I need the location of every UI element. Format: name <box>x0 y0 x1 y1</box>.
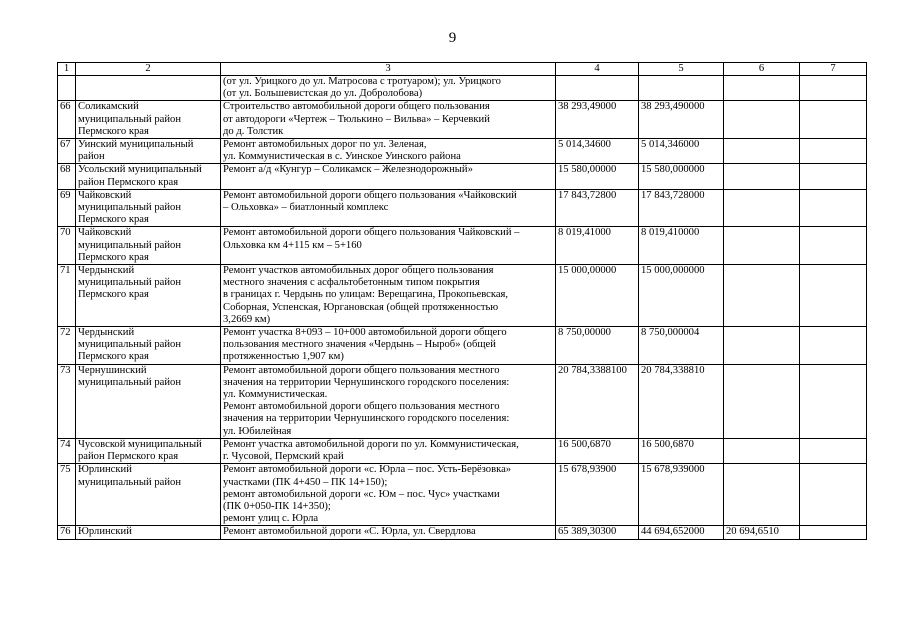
row-number-cell: 66 <box>58 101 76 139</box>
project-description-cell <box>221 464 556 526</box>
row-number-cell: 69 <box>58 189 76 227</box>
column-5-amount-cell: 8 019,410000 <box>639 227 724 265</box>
description-line: – Ольховка» – биатлонный комплекс <box>223 202 389 214</box>
column-6-amount-cell <box>724 227 800 265</box>
column-header: 7 <box>800 63 867 76</box>
column-6-amount-cell <box>724 438 800 463</box>
municipality-line: Пермского края <box>78 351 149 363</box>
table-body <box>58 63 867 540</box>
description-line: Ремонт а/д «Кунгур – Соликамск – Железнодорожный» <box>223 164 473 176</box>
column-5-amount-cell <box>639 76 724 101</box>
municipality-line: Пермского края <box>78 251 149 263</box>
description-line: в границах г. Чердынь по улицам: Верещагина, Прокопьевская, <box>223 289 509 301</box>
row-number-cell: 70 <box>58 227 76 265</box>
project-description-cell <box>221 139 556 164</box>
description-line: Ремонт автомобильной дороги общего пользования местного <box>223 401 500 413</box>
table-row <box>58 364 867 438</box>
table-row <box>58 265 867 327</box>
description-line: местного значения с асфальтобетонным типом покрытия <box>223 277 480 289</box>
column-4-amount-cell: 8 019,41000 <box>556 227 639 265</box>
column-header: 2 <box>76 63 221 76</box>
municipality-cell <box>76 364 221 438</box>
table-row <box>58 189 867 227</box>
description-line: Ремонт участка 8+093 – 10+000 автомобильной дороги общего <box>223 327 507 339</box>
description-line: (от ул. Урицкого до ул. Матросова с тротуаром); ул. Урицкого <box>223 76 501 87</box>
description-line: ул. Коммунистическая в с. Уинское Уинского района <box>223 151 461 163</box>
column-5-amount-cell: 17 843,728000 <box>639 189 724 227</box>
municipality-line: Пермского края <box>78 125 149 137</box>
project-description-cell <box>221 101 556 139</box>
municipality-line: муниципальный район <box>78 277 181 289</box>
municipality-line: район Пермского края <box>78 451 179 463</box>
row-number-cell: 75 <box>58 464 76 526</box>
column-6-amount-cell <box>724 364 800 438</box>
row-number-cell: 76 <box>58 526 76 539</box>
column-7-amount-cell <box>800 438 867 463</box>
column-4-amount-cell: 8 750,00000 <box>556 327 639 365</box>
column-7-amount-cell <box>800 101 867 139</box>
column-6-amount-cell <box>724 464 800 526</box>
description-line: значения на территории Чернушинского городского поселения: <box>223 376 510 388</box>
column-5-amount-cell: 15 000,000000 <box>639 265 724 327</box>
municipality-cell <box>76 464 221 526</box>
municipality-cell <box>76 265 221 327</box>
column-4-amount-cell: 16 500,6870 <box>556 438 639 463</box>
column-header: 6 <box>724 63 800 76</box>
column-4-amount-cell: 65 389,30300 <box>556 526 639 539</box>
municipality-line: район Пермского края <box>78 176 179 188</box>
municipality-cell <box>76 227 221 265</box>
table-row <box>58 526 867 539</box>
municipality-line: Уинский муниципальный <box>78 139 194 151</box>
project-description-cell <box>221 265 556 327</box>
project-description-cell <box>221 164 556 189</box>
municipality-line: муниципальный район <box>78 113 181 125</box>
description-line: Ремонт участка автомобильной дороги по ул. Коммунистическая, <box>223 438 519 450</box>
municipality-line: Соликамский <box>78 101 139 113</box>
description-line: ремонт автомобильной дороги «с. Юм – пос. Чус» участками <box>223 488 500 500</box>
column-7-amount-cell <box>800 327 867 365</box>
row-number-cell: 72 <box>58 327 76 365</box>
column-7-amount-cell <box>800 265 867 327</box>
column-7-amount-cell <box>800 189 867 227</box>
municipality-line: Чернушинский <box>78 364 147 376</box>
municipality-line: Чусовской муниципальный <box>78 438 202 450</box>
column-4-amount-cell: 5 014,34600 <box>556 139 639 164</box>
column-6-amount-cell <box>724 189 800 227</box>
table-row <box>58 164 867 189</box>
municipality-line: Чердынский <box>78 327 135 339</box>
column-4-amount-cell <box>556 76 639 101</box>
column-7-amount-cell <box>800 526 867 539</box>
description-line: до д. Толстик <box>223 125 284 137</box>
description-line: Ремонт автомобильной дороги общего пользования Чайковский – <box>223 227 520 239</box>
column-6-amount-cell <box>724 76 800 101</box>
municipality-cell <box>76 164 221 189</box>
description-line: Ольховка км 4+115 км – 5+160 <box>223 239 362 251</box>
municipality-line: муниципальный район <box>78 376 181 388</box>
project-description-cell <box>221 438 556 463</box>
funding-table <box>57 62 867 540</box>
column-4-amount-cell: 15 678,93900 <box>556 464 639 526</box>
table-row <box>58 227 867 265</box>
column-header-row <box>58 63 867 76</box>
project-description-cell <box>221 227 556 265</box>
municipality-line: Чердынский <box>78 265 135 277</box>
table-row <box>58 76 867 101</box>
column-6-amount-cell: 20 694,6510 <box>724 526 800 539</box>
description-line: Ремонт участков автомобильных дорог общего пользования <box>223 265 494 277</box>
description-line: Соборная, Успенская, Юргановская (общей протяженностью <box>223 301 499 313</box>
row-number-cell <box>58 76 76 101</box>
municipality-line: Чайковский <box>78 227 132 239</box>
description-line: Ремонт автомобильных дорог по ул. Зеленая, <box>223 139 427 151</box>
municipality-cell <box>76 189 221 227</box>
municipality-cell <box>76 438 221 463</box>
municipality-line: муниципальный район <box>78 202 181 214</box>
column-5-amount-cell: 44 694,652000 <box>639 526 724 539</box>
municipality-line: Чайковский <box>78 189 132 201</box>
municipality-line: Усольский муниципальный <box>78 164 202 176</box>
project-description-cell <box>221 189 556 227</box>
row-number-cell: 71 <box>58 265 76 327</box>
municipality-line: муниципальный район <box>78 339 181 351</box>
column-4-amount-cell: 20 784,3388100 <box>556 364 639 438</box>
description-line: Ремонт автомобильной дороги «С. Юрла, ул. Свердлова <box>223 526 476 538</box>
column-4-amount-cell: 17 843,72800 <box>556 189 639 227</box>
municipality-line: Юрлинский <box>78 526 132 538</box>
description-line: от автодороги «Чертеж – Тюлькино – Вильва» – Керчевкий <box>223 113 490 125</box>
description-line: ул. Коммунистическая. <box>223 389 328 401</box>
table-row <box>58 327 867 365</box>
description-line: 3,2669 км) <box>223 313 271 325</box>
project-description-cell <box>221 364 556 438</box>
column-5-amount-cell: 20 784,338810 <box>639 364 724 438</box>
column-7-amount-cell <box>800 227 867 265</box>
row-number-cell: 67 <box>58 139 76 164</box>
description-line: Ремонт автомобильной дороги общего пользования «Чайковский <box>223 189 517 201</box>
column-7-amount-cell <box>800 76 867 101</box>
description-line: участками (ПК 4+450 – ПК 14+150); <box>223 476 388 488</box>
column-5-amount-cell: 15 678,939000 <box>639 464 724 526</box>
column-4-amount-cell: 38 293,49000 <box>556 101 639 139</box>
column-7-amount-cell <box>800 164 867 189</box>
project-description-cell <box>221 76 556 101</box>
column-7-amount-cell <box>800 139 867 164</box>
row-number-cell: 73 <box>58 364 76 438</box>
column-6-amount-cell <box>724 139 800 164</box>
column-6-amount-cell <box>724 327 800 365</box>
municipality-line: район <box>78 151 105 163</box>
column-5-amount-cell: 5 014,346000 <box>639 139 724 164</box>
column-7-amount-cell <box>800 364 867 438</box>
table-row <box>58 438 867 463</box>
table-row <box>58 139 867 164</box>
table-row <box>58 464 867 526</box>
page-number: 9 <box>448 30 457 46</box>
municipality-line: муниципальный район <box>78 476 181 488</box>
row-number-cell: 68 <box>58 164 76 189</box>
column-6-amount-cell <box>724 265 800 327</box>
row-number-cell: 74 <box>58 438 76 463</box>
column-7-amount-cell <box>800 464 867 526</box>
column-5-amount-cell: 16 500,6870 <box>639 438 724 463</box>
column-5-amount-cell: 8 750,000004 <box>639 327 724 365</box>
description-line: пользования местного значения «Чердынь – Ныроб» (общей <box>223 339 496 351</box>
description-line: (ПК 0+050-ПК 14+350); <box>223 500 331 512</box>
column-header: 3 <box>221 63 556 76</box>
table-row <box>58 101 867 139</box>
column-4-amount-cell: 15 580,00000 <box>556 164 639 189</box>
column-5-amount-cell: 38 293,490000 <box>639 101 724 139</box>
description-line: значения на территории Чернушинского городского поселения: <box>223 413 510 425</box>
project-description-cell <box>221 327 556 365</box>
description-line: Ремонт автомобильной дороги общего пользования местного <box>223 364 500 376</box>
description-line: (от ул. Большевистская до ул. Добролобова) <box>223 88 423 100</box>
municipality-line: Пермского края <box>78 214 149 226</box>
municipality-cell <box>76 76 221 101</box>
description-line: ремонт улиц с. Юрла <box>223 513 319 525</box>
municipality-cell <box>76 101 221 139</box>
municipality-line: муниципальный район <box>78 239 181 251</box>
description-line: ул. Юбилейная <box>223 425 292 437</box>
project-description-cell <box>221 526 556 539</box>
municipality-cell <box>76 139 221 164</box>
column-header: 4 <box>556 63 639 76</box>
column-6-amount-cell <box>724 101 800 139</box>
column-header: 5 <box>639 63 724 76</box>
column-header: 1 <box>58 63 76 76</box>
description-line: г. Чусовой, Пермский край <box>223 451 344 463</box>
column-4-amount-cell: 15 000,00000 <box>556 265 639 327</box>
description-line: Строительство автомобильной дороги общего пользования <box>223 101 490 113</box>
municipality-cell <box>76 327 221 365</box>
municipality-line: Пермского края <box>78 289 149 301</box>
municipality-line: Юрлинский <box>78 464 132 476</box>
description-line: Ремонт автомобильной дороги «с. Юрла – пос. Усть-Берёзовка» <box>223 464 512 476</box>
municipality-cell <box>76 526 221 539</box>
column-6-amount-cell <box>724 164 800 189</box>
column-5-amount-cell: 15 580,000000 <box>639 164 724 189</box>
description-line: протяженностью 1,907 км) <box>223 351 344 363</box>
